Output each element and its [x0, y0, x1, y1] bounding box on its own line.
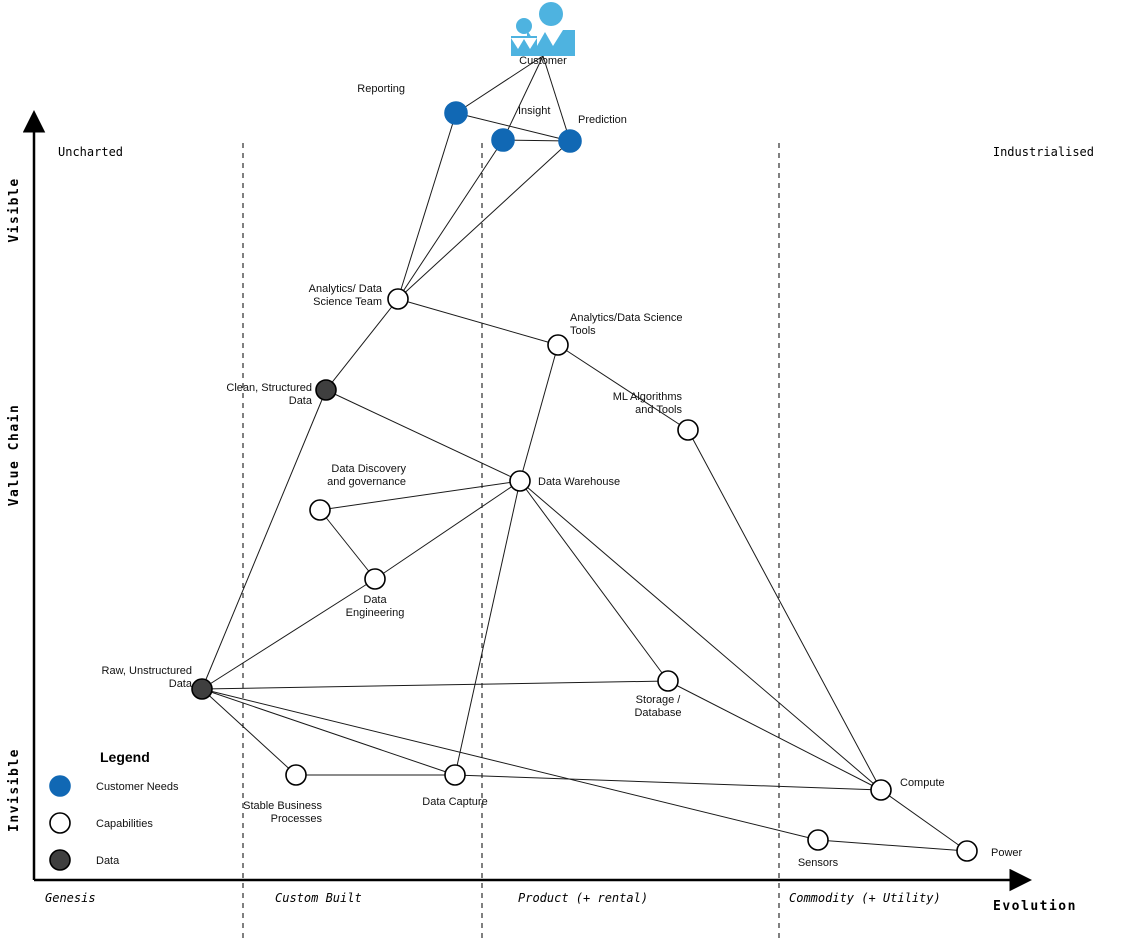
link-data-eng-to-warehouse [375, 481, 520, 579]
map-links [202, 56, 967, 851]
node-label-capture: Data Capture [422, 796, 488, 808]
legend-label-1: Capabilities [96, 818, 153, 830]
node-insight[interactable] [492, 129, 514, 151]
node-label-discovery: Data Discovery and governance [327, 463, 406, 488]
node-raw-data[interactable] [192, 679, 212, 699]
node-ds-team[interactable] [388, 289, 408, 309]
link-insight-to-ds-team [398, 140, 503, 299]
users-icon [511, 2, 575, 56]
x-axis-left-label: Uncharted [58, 145, 124, 159]
link-clean-data-to-raw-data [202, 390, 326, 689]
y-axis-top-label: Visible [7, 177, 22, 243]
node-label-reporting: Reporting [357, 83, 405, 95]
legend-label-0: Customer Needs [96, 781, 179, 793]
node-compute[interactable] [871, 780, 891, 800]
link-raw-data-to-storage [202, 681, 668, 689]
link-ds-team-to-clean-data [326, 299, 398, 390]
node-storage[interactable] [658, 671, 678, 691]
link-raw-data-to-stable-proc [202, 689, 296, 775]
link-raw-data-to-capture [202, 689, 455, 775]
legend [50, 749, 179, 870]
node-label-warehouse: Data Warehouse [538, 476, 621, 488]
link-discovery-to-data-eng [320, 510, 375, 579]
phase-labels [45, 891, 941, 905]
anchor-label-customer: Customer [519, 55, 567, 67]
link-compute-to-power [881, 790, 967, 851]
node-ds-tools[interactable] [548, 335, 568, 355]
node-power[interactable] [957, 841, 977, 861]
link-capture-to-compute [455, 775, 881, 790]
link-warehouse-to-capture [455, 481, 520, 775]
node-label-storage: Storage / Database [634, 694, 682, 719]
node-warehouse[interactable] [510, 471, 530, 491]
node-label-compute: Compute [900, 777, 945, 789]
link-data-eng-to-raw-data [202, 579, 375, 689]
y-axis-bottom-label: Invisible [7, 748, 22, 832]
node-label-stable-proc: Stable Business Processes [243, 800, 322, 825]
legend-items [50, 776, 179, 870]
legend-swatch-0 [50, 776, 70, 796]
node-clean-data[interactable] [316, 380, 336, 400]
node-capture[interactable] [445, 765, 465, 785]
node-label-insight: Insight [518, 105, 551, 117]
link-sensors-to-power [818, 840, 967, 851]
node-label-ml-algo: ML Algorithms and Tools [612, 391, 682, 416]
node-data-eng[interactable] [365, 569, 385, 589]
link-storage-to-compute [668, 681, 881, 790]
link-warehouse-to-compute [520, 481, 881, 790]
link-reporting-to-ds-team [398, 113, 456, 299]
x-axis-right-label: Industrialised [992, 145, 1094, 159]
phase-label-0: Genesis [45, 891, 96, 905]
link-ds-team-to-ds-tools [398, 299, 558, 345]
phase-divider-lines [243, 143, 779, 943]
x-axis-title: Evolution [993, 899, 1077, 914]
legend-label-2: Data [96, 855, 120, 867]
node-label-clean-data: Clean, Structured Data [226, 382, 312, 407]
node-label-raw-data: Raw, Unstructured Data [101, 665, 192, 690]
node-label-power: Power [991, 847, 1023, 859]
link-ds-tools-to-warehouse [520, 345, 558, 481]
node-discovery[interactable] [310, 500, 330, 520]
node-label-ds-tools: Analytics/Data Science Tools [570, 312, 683, 337]
node-reporting[interactable] [445, 102, 467, 124]
link-ml-algo-to-compute [688, 430, 881, 790]
node-label-ds-team: Analytics/ Data Science Team [308, 283, 382, 308]
phase-label-1: Custom Built [275, 891, 362, 905]
node-label-data-eng: Data Engineering [345, 594, 405, 619]
node-ml-algo[interactable] [678, 420, 698, 440]
legend-swatch-2 [50, 850, 70, 870]
phase-label-3: Commodity (+ Utility) [789, 891, 941, 905]
link-prediction-to-ds-team [398, 141, 570, 299]
node-label-prediction: Prediction [578, 114, 627, 126]
legend-title: Legend [100, 749, 150, 765]
legend-swatch-1 [50, 813, 70, 833]
link-customer-to-prediction [543, 56, 570, 141]
map-node-labels [102, 83, 1023, 869]
node-prediction[interactable] [559, 130, 581, 152]
node-stable-proc[interactable] [286, 765, 306, 785]
node-sensors[interactable] [808, 830, 828, 850]
phase-label-2: Product (+ rental) [518, 891, 649, 905]
link-warehouse-to-storage [520, 481, 668, 681]
y-axis-title: Value Chain [7, 403, 22, 507]
node-label-sensors: Sensors [797, 857, 839, 869]
link-ds-tools-to-ml-algo [558, 345, 688, 430]
